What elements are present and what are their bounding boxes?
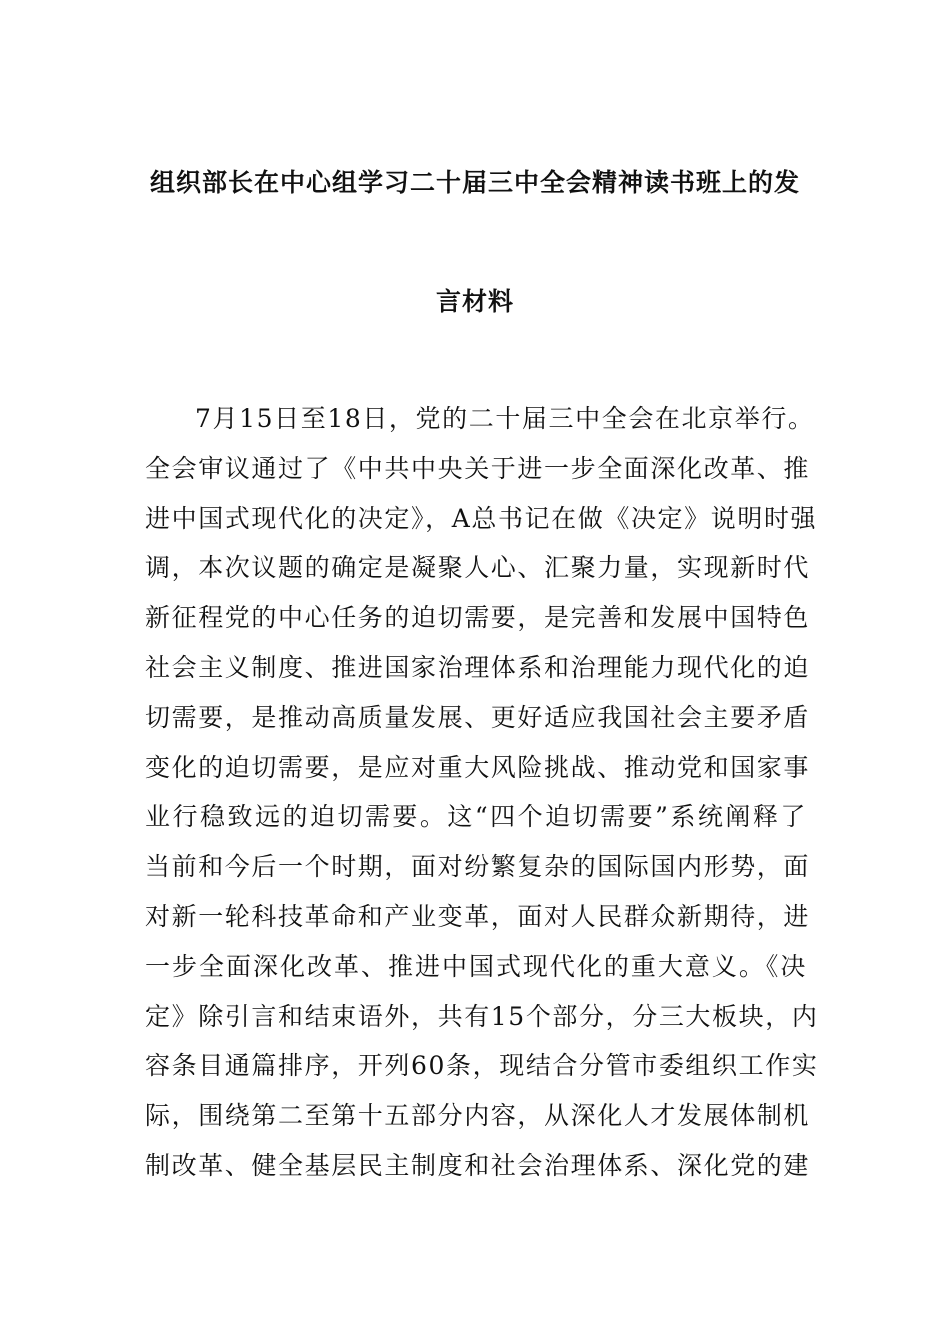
- body-line: 新征程党的中心任务的迫切需要，是完善和发展中国特色: [145, 603, 811, 633]
- body-line: 社会主义制度、推进国家治理体系和治理能力现代化的迫: [145, 652, 811, 682]
- body-line: 业行稳致远的迫切需要。这“四个迫切需要”系统阐释了: [145, 802, 807, 832]
- body-line: 变化的迫切需要，是应对重大风险挑战、推动党和国家事: [145, 752, 811, 782]
- body-line: 容条目通篇排序，开列60条，现结合分管市委组织工作实: [145, 1051, 819, 1081]
- body-line: 定》除引言和结束语外，共有15个部分，分三大板块，内: [145, 1001, 819, 1031]
- document-title-line-1: 组织部长在中心组学习二十届三中全会精神读书班上的发: [149, 168, 800, 197]
- body-line: 际，围绕第二至第十五部分内容，从深化人才发展体制机: [145, 1101, 811, 1131]
- body-line: 调，本次议题的确定是凝聚人心、汇聚力量，实现新时代: [145, 553, 811, 583]
- body-line: 全会审议通过了《中共中央关于进一步全面深化改革、推: [145, 453, 811, 483]
- body-line: 7月15日至18日，党的二十届三中全会在北京举行。: [195, 404, 815, 433]
- document-title-line-2: 言材料: [435, 287, 514, 316]
- body-line: 当前和今后一个时期，面对纷繁复杂的国际国内形势，面: [145, 852, 811, 882]
- body-line: 制改革、健全基层民主制度和社会治理体系、深化党的建: [145, 1150, 811, 1180]
- body-line: 切需要，是推动高质量发展、更好适应我国社会主要矛盾: [145, 702, 811, 732]
- body-line: 对新一轮科技革命和产业变革，面对人民群众新期待，进: [145, 901, 811, 931]
- body-line: 一步全面深化改革、推进中国式现代化的重大意义。《决: [145, 951, 807, 981]
- body-paragraph: [145, 394, 819, 1191]
- body-line: 进中国式现代化的决定》，A总书记在做《决定》说明时强: [145, 503, 818, 533]
